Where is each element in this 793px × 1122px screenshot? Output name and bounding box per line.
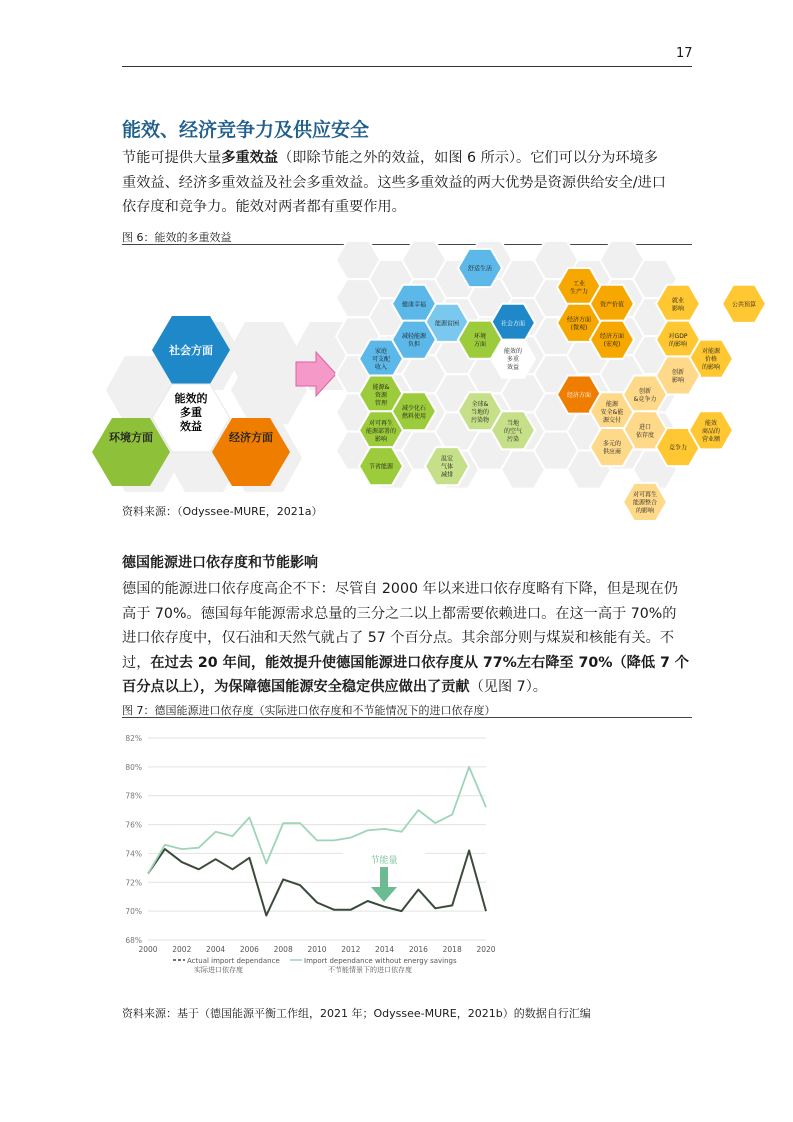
benefit-label: 竞争力 <box>668 444 688 452</box>
figure6-source: 资料来源：（Odyssee-MURE，2021a） <box>122 505 323 518</box>
center-line-1: 能效的 <box>174 392 208 405</box>
benefit-label: 当地的 <box>470 408 490 416</box>
benefit-label: 可支配 <box>371 356 391 364</box>
figure7-chart <box>118 728 498 972</box>
benefit-label: 社会方面 <box>500 320 526 328</box>
benefit-label: 健康幸福 <box>401 301 427 309</box>
benefit-label: 能源& <box>372 384 390 391</box>
header-rule <box>122 66 692 67</box>
benefit-label: 气体 <box>440 463 454 471</box>
benefit-label: 效益 <box>506 364 520 372</box>
benefit-label: 商品的 <box>701 427 721 435</box>
benefit-label: 工业 <box>572 280 586 288</box>
benefit-label: 源交付 <box>602 416 622 424</box>
benefit-label: 价格 <box>704 356 718 364</box>
x-tick-label: 2000 <box>138 945 158 954</box>
figure7-source: 资料来源：基于（德国能源平衡工作组，2021 年；Odyssee-MURE，2021b）的数据自行汇编 <box>122 1007 591 1020</box>
y-tick-label: 70% <box>125 907 142 917</box>
benefit-label: 能效 <box>704 419 718 427</box>
benefit-label: 资源 <box>374 392 388 399</box>
benefit-label: 影响 <box>671 377 685 384</box>
label-social: 社会方面 <box>169 344 213 357</box>
benefit-label: 的影响 <box>635 507 655 515</box>
benefit-label: 减轻能源 <box>401 333 427 341</box>
benefit-label: 经济方面 <box>566 392 592 399</box>
down-arrow-icon <box>371 887 397 902</box>
x-tick-label: 2002 <box>172 945 192 954</box>
label-environment: 环境方面 <box>109 431 153 444</box>
benefit-label: 创新 <box>671 369 685 376</box>
benefit-label: 污染 <box>506 435 520 443</box>
label-economic: 经济方面 <box>229 431 273 444</box>
figure6-caption: 图 6：能效的多重效益 <box>122 231 232 244</box>
benefit-label: 对能源 <box>701 348 721 356</box>
benefit-label: 安全&能 <box>600 408 624 416</box>
legend-nosave-cn: 不节能情景下的进口依存度 <box>328 966 412 974</box>
benefit-label: 节省能源 <box>368 463 394 471</box>
benefit-label: 当地 <box>506 419 520 427</box>
y-tick-labels <box>125 734 142 945</box>
benefit-label: 的影响 <box>668 341 688 349</box>
benefit-label: 环境 <box>473 333 487 341</box>
benefit-label: 影响 <box>374 435 388 443</box>
series-nosave-line <box>148 767 486 874</box>
benefit-label: 能源整合 <box>632 499 658 507</box>
center-line-3: 效益 <box>180 420 202 433</box>
benefit-label: 经济方面 <box>566 316 592 324</box>
y-tick-label: 78% <box>125 791 142 801</box>
benefit-label: &竞争力 <box>633 396 657 403</box>
x-tick-label: 2004 <box>206 945 226 954</box>
y-tick-label: 74% <box>125 849 142 859</box>
legend-nosave-en: Import dependance without energy savings <box>304 957 457 965</box>
benefit-label: 公共预算 <box>731 301 757 309</box>
benefit-label: 的空气 <box>503 427 523 435</box>
benefit-label: 对可再生 <box>368 419 394 427</box>
x-tick-label: 2016 <box>408 945 428 954</box>
germany-paragraph: 德国的能源进口依存度高企不下：尽管自 2000 年以来进口依存度略有下降，但是现在仍 高于 70%。德国每年能源需求总量的三分之二以上都需要依赖进口。在这一高于 70%的 进口依存度中，仅石油和天然气就占了 57 个百分点。其余部分则与煤炭和核能有关。不 过，在过去 20 年间，能效提升使德国能源进口依存度从 77%左右降至 70%（降低 7 个 百分点以上），为保障德国能源安全稳定供应做出了贡献（见图 7）。 <box>122 581 689 695</box>
x-tick-label: 2014 <box>375 945 395 954</box>
y-tick-label: 76% <box>125 820 142 830</box>
annotation-arrow-shaft <box>380 867 388 887</box>
benefit-label: 生产力 <box>569 288 589 296</box>
x-tick-label: 2020 <box>476 945 496 954</box>
benefit-label: (微观) <box>570 324 588 332</box>
benefit-label: (宏观) <box>603 341 621 349</box>
x-tick-labels <box>138 945 495 954</box>
benefit-label: 家庭 <box>374 348 388 356</box>
benefit-label: 减排 <box>440 471 454 479</box>
right-hex-cluster <box>336 241 766 521</box>
benefit-label: 方面 <box>473 341 487 349</box>
benefit-label: 依存度 <box>635 431 655 439</box>
benefit-label: 营业额 <box>701 435 721 443</box>
benefit-label: 减少化石 <box>401 404 427 412</box>
y-tick-label: 80% <box>125 762 142 772</box>
annotation-label: 节能量 <box>370 856 398 866</box>
benefit-label: 对GDP <box>668 333 688 341</box>
benefit-label: 影响 <box>671 305 685 313</box>
benefit-label: 能源 <box>605 400 619 408</box>
intro-paragraph: 节能可提供大量多重效益（即除节能之外的效益，如图 6 所示）。它们可以分为环境多 重效益、经济多重效益及社会多重效益。这些多重效益的两大优势是资源供给安全/进口 依存度和竞争力。能效对两者都有重要作用。 <box>122 150 666 215</box>
legend-actual-cn: 实际进口依存度 <box>194 966 243 974</box>
figure7-caption-rule <box>122 717 692 718</box>
benefit-label: 收入 <box>374 364 388 372</box>
chart-grid <box>148 738 486 940</box>
benefit-label: 燃料使用 <box>401 412 427 420</box>
chart-series <box>148 767 486 916</box>
benefit-label: 能源部署的 <box>365 427 397 435</box>
x-tick-label: 2012 <box>341 945 361 954</box>
benefit-label: 污染物 <box>470 416 490 424</box>
benefit-label: 创新 <box>638 388 652 395</box>
legend-actual-en: Actual import dependance <box>187 957 280 965</box>
benefit-label: 对可再生 <box>632 491 658 499</box>
benefit-label: 的影响 <box>701 364 721 372</box>
benefit-label: 负担 <box>407 341 421 349</box>
x-tick-label: 2010 <box>307 945 327 954</box>
benefit-label: 能源贫困 <box>434 320 460 328</box>
benefit-label: 能效的 <box>503 348 523 356</box>
x-tick-label: 2018 <box>442 945 462 954</box>
center-line-2: 多重 <box>180 406 202 419</box>
benefit-label: 资产价值 <box>599 301 625 309</box>
benefit-label: 温室 <box>440 455 454 463</box>
y-tick-label: 68% <box>125 936 142 945</box>
benefit-label: 供应商 <box>602 448 622 456</box>
figure7-caption: 图 7：德国能源进口依存度（实际进口依存度和不节能情况下的进口依存度） <box>122 704 496 717</box>
benefit-label: 经济方面 <box>599 333 625 341</box>
x-tick-label: 2006 <box>239 945 259 954</box>
benefit-label: 舒适生活 <box>467 265 493 273</box>
benefit-label: 全球& <box>471 400 489 408</box>
subsection-title: 德国能源进口依存度和节能影响 <box>122 555 318 571</box>
x-tick-label: 2008 <box>273 945 293 954</box>
page-number: 17 <box>676 46 693 61</box>
benefit-label: 多元的 <box>602 440 622 448</box>
y-tick-label: 72% <box>125 878 142 888</box>
section-title: 能效、经济竞争力及供应安全 <box>122 119 370 141</box>
benefit-label: 多重 <box>506 356 520 364</box>
benefit-label: 就业 <box>671 297 685 305</box>
y-tick-label: 82% <box>125 734 142 743</box>
benefit-label: 进口 <box>638 423 652 431</box>
figure6-caption-rule <box>122 244 692 245</box>
benefit-label: 管理 <box>374 400 388 407</box>
